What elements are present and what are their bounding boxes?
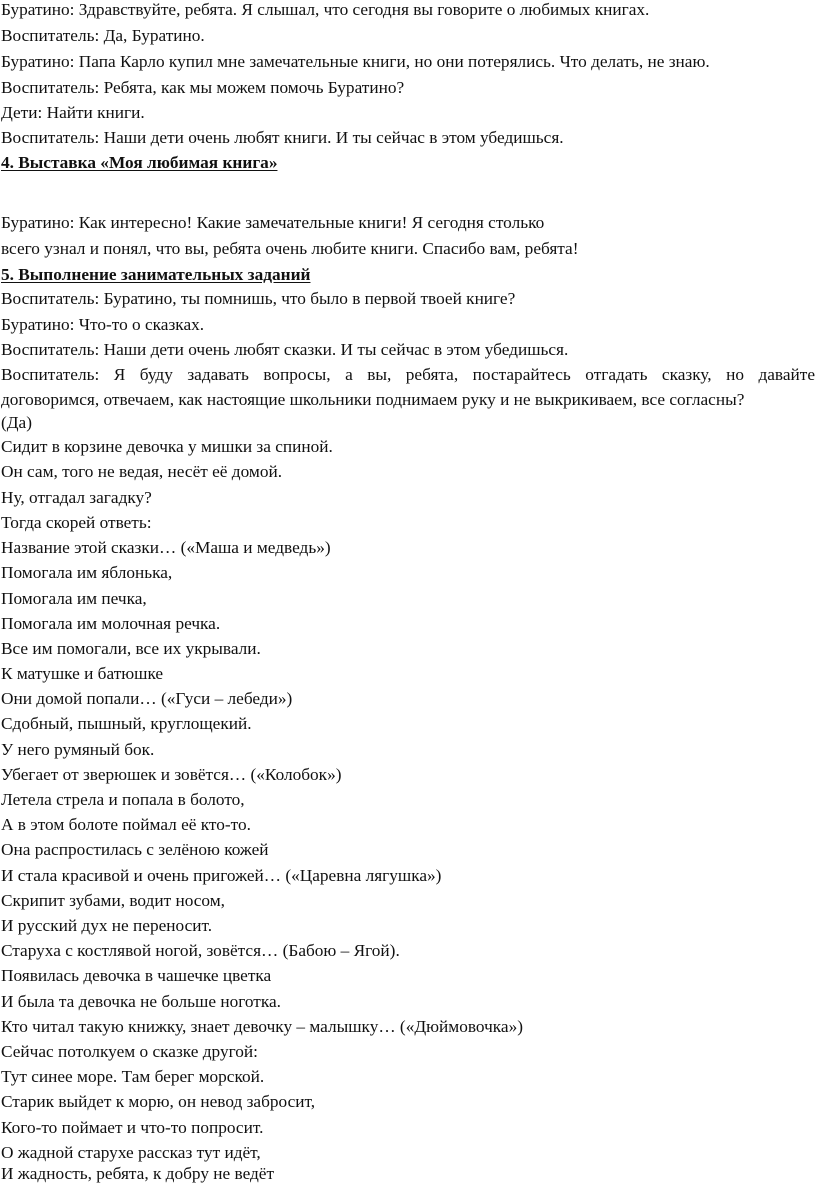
riddle-line: И русский дух не переносит.: [1, 916, 213, 935]
riddle-line: У него румяный бок.: [1, 740, 155, 759]
section-heading: 5. Выполнение занимательных заданий: [1, 265, 311, 284]
riddle-line: Тогда скорей ответь:: [1, 513, 152, 532]
text-line: Воспитатель: Буратино, ты помнишь, что было в первой твоей книге?: [1, 289, 516, 308]
section-heading: 4. Выставка «Моя любимая книга»: [1, 153, 278, 172]
riddle-line: Тут синее море. Там берег морской.: [1, 1067, 265, 1086]
riddle-line: И стала красивой и очень пригожей… («Царевна лягушка»): [1, 866, 442, 885]
text-line: всего узнал и понял, что вы, ребята очень любите книги. Спасибо вам, ребята!: [1, 239, 579, 258]
riddle-line: Помогала им печка,: [1, 589, 147, 608]
riddle-line: Ну, отгадал загадку?: [1, 488, 152, 507]
riddle-line: Старик выйдет к морю, он невод забросит,: [1, 1092, 316, 1111]
riddle-line: Появилась девочка в чашечке цветка: [1, 966, 272, 985]
text-line: Воспитатель: Ребята, как мы можем помочь Буратино?: [1, 78, 405, 97]
text-line: Воспитатель: Я буду задавать вопросы, а вы, ребята, постарайтесь отгадать сказку, но давайте: [1, 365, 815, 384]
riddle-line: Она распростилась с зелёною кожей: [1, 840, 269, 859]
riddle-line: Сдобный, пышный, круглощекий.: [1, 714, 252, 733]
riddle-line: О жадной старухе рассказ тут идёт,: [1, 1143, 261, 1162]
riddle-line: Летела стрела и попала в болото,: [1, 790, 245, 809]
riddle-line: К матушке и батюшке: [1, 664, 164, 683]
riddle-line: Сидит в корзине девочка у мишки за спиной.: [1, 437, 333, 456]
riddle-line: Все им помогали, все их укрывали.: [1, 639, 261, 658]
riddle-line: Помогала им яблонька,: [1, 563, 173, 582]
riddle-line: И была та девочка не больше ноготка.: [1, 992, 281, 1011]
riddle-line: И жадность, ребята, к добру не ведёт: [1, 1164, 275, 1183]
text-line: (Да): [1, 413, 32, 432]
riddle-line: Скрипит зубами, водит носом,: [1, 891, 225, 910]
riddle-line: Он сам, того не ведая, несёт её домой.: [1, 462, 283, 481]
riddle-line: Старуха с костлявой ногой, зовётся… (Бабою – Ягой).: [1, 941, 400, 960]
text-line: Буратино: Здравствуйте, ребята. Я слышал, что сегодня вы говорите о любимых книгах.: [1, 0, 650, 19]
riddle-line: Кто читал такую книжку, знает девочку – малышку… («Дюймовочка»): [1, 1017, 523, 1036]
riddle-line: Убегает от зверюшек и зовётся… («Колобок»): [1, 765, 342, 784]
riddle-line: Название этой сказки… («Маша и медведь»): [1, 538, 331, 557]
riddle-line: Они домой попали… («Гуси – лебеди»): [1, 689, 293, 708]
text-line: Воспитатель: Наши дети очень любят сказки. И ты сейчас в этом убедишься.: [1, 340, 569, 359]
text-line: Дети: Найти книги.: [1, 103, 145, 122]
text-line: Буратино: Как интересно! Какие замечательные книги! Я сегодня столько: [1, 213, 545, 232]
riddle-line: А в этом болоте поймал её кто-то.: [1, 815, 251, 834]
riddle-line: Сейчас потолкуем о сказке другой:: [1, 1042, 258, 1061]
text-line: Воспитатель: Да, Буратино.: [1, 26, 205, 45]
text-line: Буратино: Что-то о сказках.: [1, 315, 205, 334]
text-line: Буратино: Папа Карло купил мне замечательные книги, но они потерялись. Что делать, не знаю.: [1, 52, 710, 71]
text-line: договоримся, отвечаем, как настоящие школьники поднимаем руку и не выкрикиваем, все согласны?: [1, 390, 745, 409]
riddle-line: Кого-то поймает и что-то попросит.: [1, 1118, 264, 1137]
riddle-line: Помогала им молочная речка.: [1, 614, 221, 633]
text-line: Воспитатель: Наши дети очень любят книги. И ты сейчас в этом убедишься.: [1, 128, 564, 147]
